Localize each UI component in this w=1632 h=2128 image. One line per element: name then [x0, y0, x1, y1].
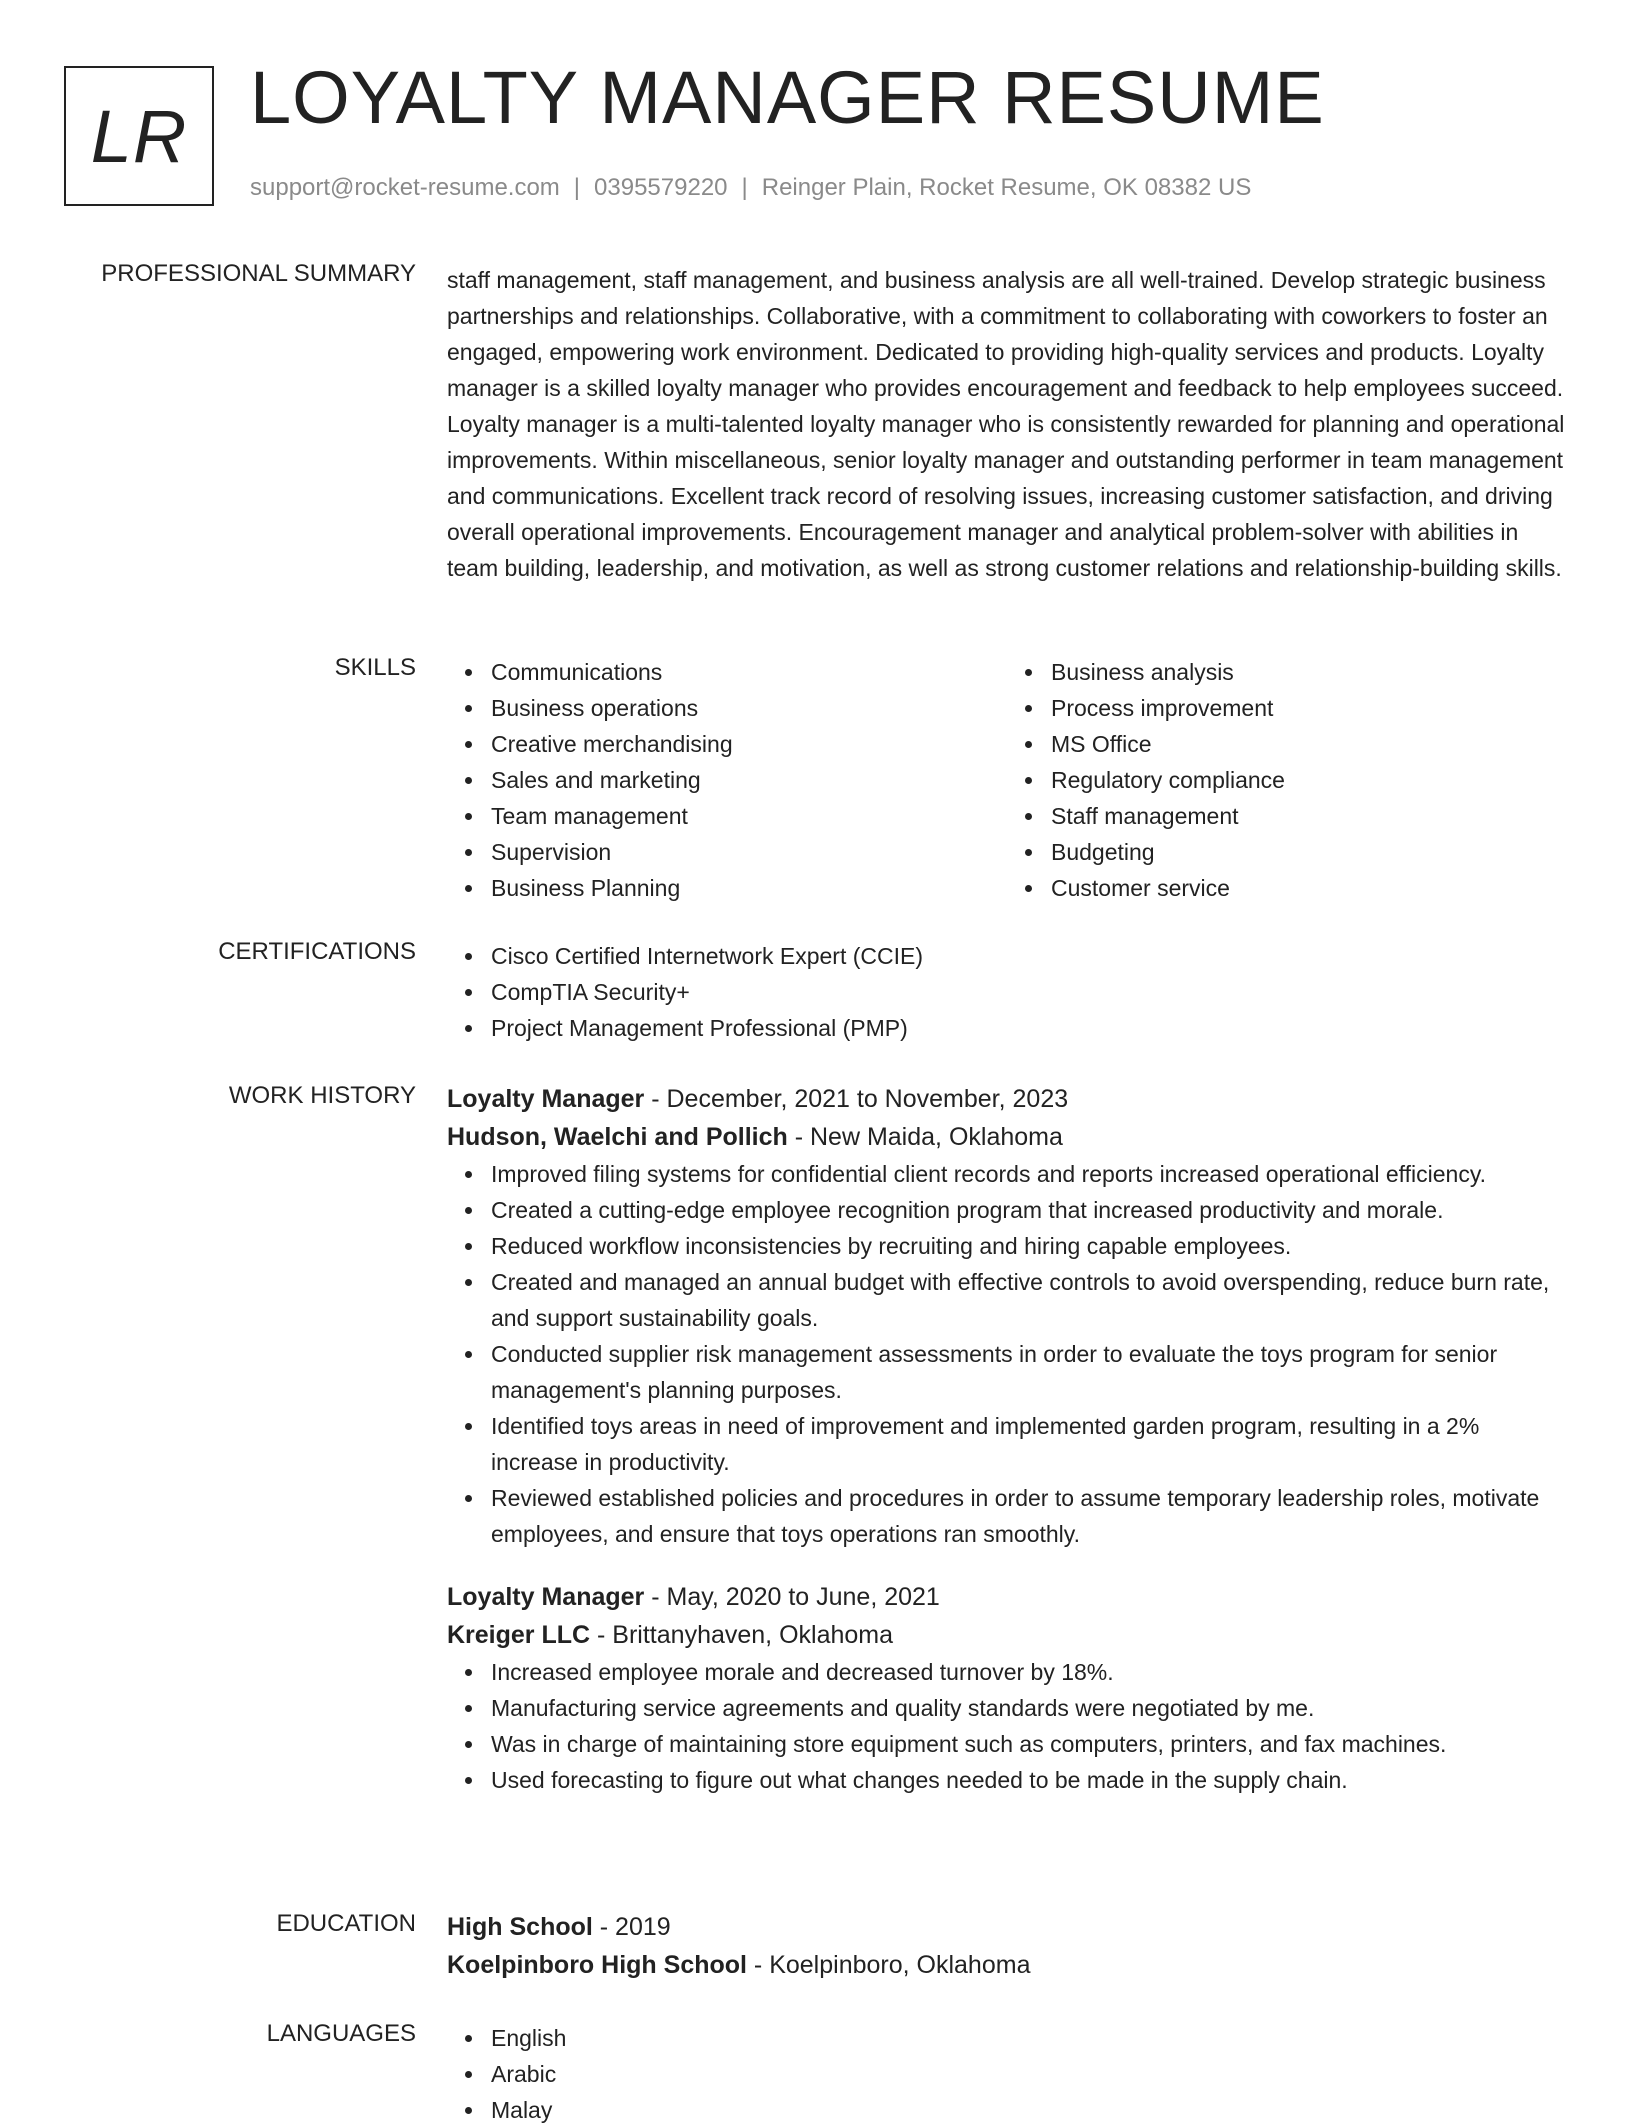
- skill-item: Business analysis: [1051, 654, 1567, 690]
- certifications-list: [447, 938, 1567, 1046]
- education-degree-line: [447, 1908, 1567, 1946]
- contact-separator: |: [573, 174, 581, 201]
- contact-separator: |: [741, 174, 748, 201]
- job-bullet: Reviewed established policies and procedures in order to assume temporary leadership roles, motivate employees, and ensure that toys operations ran smoothly.: [491, 1480, 1567, 1552]
- job-bullets: [447, 1156, 1567, 1552]
- job-bullet: Increased employee morale and decreased turnover by 18%.: [491, 1654, 1567, 1690]
- job-bullet: Created and managed an annual budget with effective controls to avoid overspending, reduce burn rate, and support sustainability goals.: [491, 1264, 1567, 1336]
- monogram-logo: LR: [64, 66, 214, 206]
- skills-list-left: [447, 654, 1007, 906]
- skill-item: Regulatory compliance: [1051, 762, 1567, 798]
- job-dates: - December, 2021 to November, 2023: [644, 1085, 1069, 1113]
- section-label-certifications: CERTIFICATIONS: [218, 938, 416, 965]
- education-degree: High School: [447, 1913, 593, 1941]
- education-school: Koelpinboro High School: [447, 1951, 747, 1979]
- job-bullet: Reduced workflow inconsistencies by recruiting and hiring capable employees.: [491, 1228, 1567, 1264]
- language-item: Arabic: [491, 2056, 1567, 2092]
- skill-item: Business operations: [491, 690, 1007, 726]
- job-entry: [447, 1080, 1567, 1552]
- job-company: Kreiger LLC: [447, 1621, 591, 1649]
- language-item: Malay: [491, 2092, 1567, 2128]
- certification-item: CompTIA Security+: [491, 974, 1567, 1010]
- summary-text: staff management, staff management, and business analysis are all well-trained. Develop strategic business partnerships and relationships. Collaborative, with a commitment to collaborating with coworkers to foster an engaged, empowering work environment. Dedicated to providing high-quality services and products. Loyalty manager is a skilled loyalty manager who provides encouragement and feedback to help employees succeed. Loyalty manager is a multi-talented loyalty manager who is consistently rewarded for planning and operational improvements. Within miscellaneous, senior loyalty manager and outstanding performer in team management and communications. Excellent track record of resolving issues, increasing customer satisfaction, and driving overall operational improvements. Encouragement manager and analytical problem-solver with abilities in team building, leadership, and motivation, as well as strong customer relations and relationship-building skills.: [447, 267, 1565, 581]
- job-bullet: Identified toys areas in need of improvement and implemented garden program, resulting in a 2% increase in productivity.: [491, 1408, 1567, 1480]
- contact-line: [250, 174, 1251, 202]
- skill-item: Process improvement: [1051, 690, 1567, 726]
- section-label-languages: LANGUAGES: [266, 2020, 416, 2047]
- skill-item: Customer service: [1051, 870, 1567, 906]
- skill-item: Sales and marketing: [491, 762, 1007, 798]
- contact-phone[interactable]: 0395579220: [594, 174, 728, 201]
- skill-item: Budgeting: [1051, 834, 1567, 870]
- skill-item: MS Office: [1051, 726, 1567, 762]
- education-school-line: [447, 1946, 1567, 1984]
- section-label-summary: PROFESSIONAL SUMMARY: [101, 260, 416, 287]
- certification-item: Cisco Certified Internetwork Expert (CCIE): [491, 938, 1567, 974]
- resume-title: LOYALTY MANAGER RESUME: [250, 56, 1325, 139]
- job-entry: [447, 1578, 1567, 1798]
- skills-list-right: [1007, 654, 1567, 906]
- skill-item: Business Planning: [491, 870, 1007, 906]
- certification-item: Project Management Professional (PMP): [491, 1010, 1567, 1046]
- job-bullet: Conducted supplier risk management assessments in order to evaluate the toys program for senior management's planning purposes.: [491, 1336, 1567, 1408]
- job-company: Hudson, Waelchi and Pollich: [447, 1123, 788, 1151]
- job-bullets: [447, 1654, 1567, 1798]
- job-location: - New Maida, Oklahoma: [787, 1123, 1063, 1151]
- job-bullet: Used forecasting to figure out what changes needed to be made in the supply chain.: [491, 1762, 1567, 1798]
- section-label-education: EDUCATION: [276, 1910, 416, 1937]
- job-dates: - May, 2020 to June, 2021: [644, 1583, 940, 1611]
- language-item: English: [491, 2020, 1567, 2056]
- job-title: Loyalty Manager: [447, 1583, 645, 1611]
- contact-email[interactable]: support@rocket-resume.com: [250, 174, 560, 201]
- skill-item: Staff management: [1051, 798, 1567, 834]
- skill-item: Communications: [491, 654, 1007, 690]
- job-company-line: [447, 1118, 1567, 1156]
- contact-address: Reinger Plain, Rocket Resume, OK 08382 US: [761, 174, 1252, 201]
- job-bullet: Manufacturing service agreements and quality standards were negotiated by me.: [491, 1690, 1567, 1726]
- skill-item: Team management: [491, 798, 1007, 834]
- education-year: - 2019: [592, 1913, 671, 1941]
- job-title-line: [447, 1080, 1567, 1118]
- job-location: - Brittanyhaven, Oklahoma: [590, 1621, 894, 1649]
- job-bullet: Improved filing systems for confidential client records and reports increased operational efficiency.: [491, 1156, 1567, 1192]
- job-bullet: Created a cutting-edge employee recognition program that increased productivity and morale.: [491, 1192, 1567, 1228]
- skill-item: Creative merchandising: [491, 726, 1007, 762]
- job-title: Loyalty Manager: [447, 1085, 645, 1113]
- job-company-line: [447, 1616, 1567, 1654]
- skill-item: Supervision: [491, 834, 1007, 870]
- job-title-line: [447, 1578, 1567, 1616]
- section-label-skills: SKILLS: [334, 654, 416, 681]
- job-bullet: Was in charge of maintaining store equipment such as computers, printers, and fax machines.: [491, 1726, 1567, 1762]
- education-location: - Koelpinboro, Oklahoma: [746, 1951, 1031, 1979]
- section-label-work-history: WORK HISTORY: [228, 1082, 416, 1109]
